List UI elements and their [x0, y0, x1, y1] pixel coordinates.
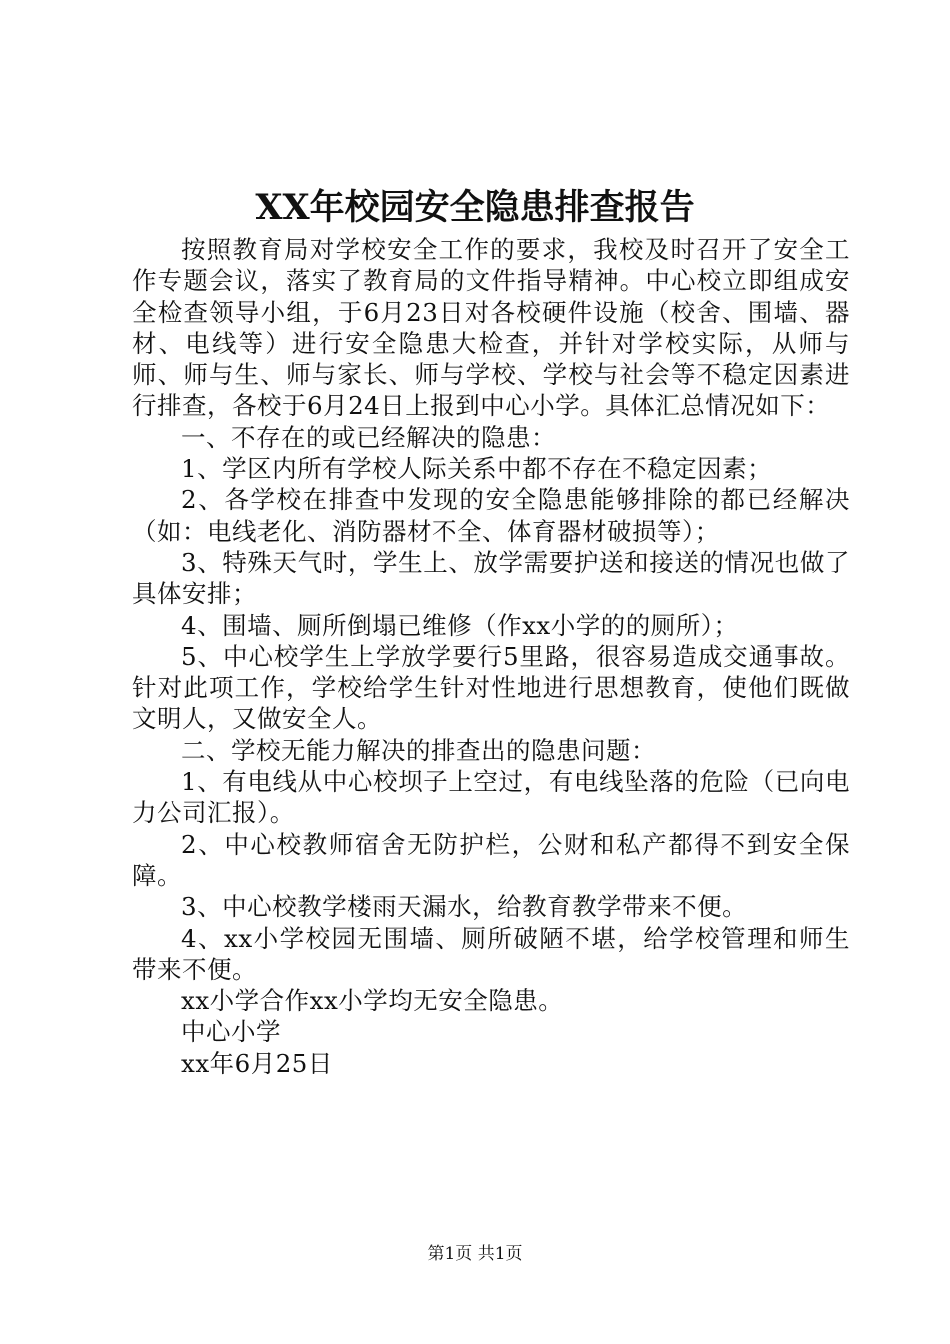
section-heading-resolved: 一、不存在的或已经解决的隐患： [181, 422, 556, 452]
signature-school: 中心小学 [181, 1017, 281, 1047]
unresolved-item-4: 4、xx小学校园无围墙、厕所破陋不堪，给学校管理和师生带来不便。 [132, 923, 850, 984]
document-body [132, 234, 850, 1079]
resolved-item-5: 5、中心校学生上学放学要行5里路，很容易造成交通事故。针对此项工作，学校给学生针对性地进行思想教育，使他们既做文明人，又做安全人。 [132, 641, 850, 734]
resolved-item-1: 1、学区内所有学校人际关系中都不存在不稳定因素； [181, 454, 773, 484]
section-heading-unresolved: 二、学校无能力解决的排查出的隐患问题： [181, 735, 656, 765]
resolved-item-2: 2、各学校在排查中发现的安全隐患能够排除的都已经解决（如：电线老化、消防器材不全、体育器材破损等）； [132, 485, 850, 546]
page-footer: 第1页 共1页 [427, 1244, 523, 1264]
signature-date: xx年6月25日 [181, 1048, 333, 1078]
unresolved-item-3: 3、中心校教学楼雨天漏水，给教育教学带来不便。 [181, 892, 748, 922]
resolved-item-3: 3、特殊天气时，学生上、放学需要护送和接送的情况也做了具体安排； [132, 547, 850, 609]
resolved-item-4: 4、围墙、厕所倒塌已维修（作xx小学的的厕所）； [181, 610, 739, 640]
intro-paragraph: 按照教育局对学校安全工作的要求，我校及时召开了安全工作专题会议，落实了教育局的文件指导精神。中心校立即组成安全检查领导小组，于6月23日对各校硬件设施（校舍、围墙、器材、电线等）进行安全隐患大检查，并针对学校实际，从师与师、师与生、师与家长、师与学校、学校与社会等不稳定因素进行排查，各校于6月24日上报到中心小学。具体汇总情况如下： [132, 235, 850, 421]
unresolved-item-2: 2、中心校教师宿舍无防护栏，公财和私产都得不到安全保障。 [132, 829, 850, 890]
unresolved-item-1: 1、有电线从中心校坝子上空过，有电线坠落的危险（已向电力公司汇报）。 [132, 767, 850, 828]
document-title: XX年校园安全隐患排查报告 [255, 187, 695, 228]
closing-note: xx小学合作xx小学均无安全隐患。 [181, 986, 564, 1016]
